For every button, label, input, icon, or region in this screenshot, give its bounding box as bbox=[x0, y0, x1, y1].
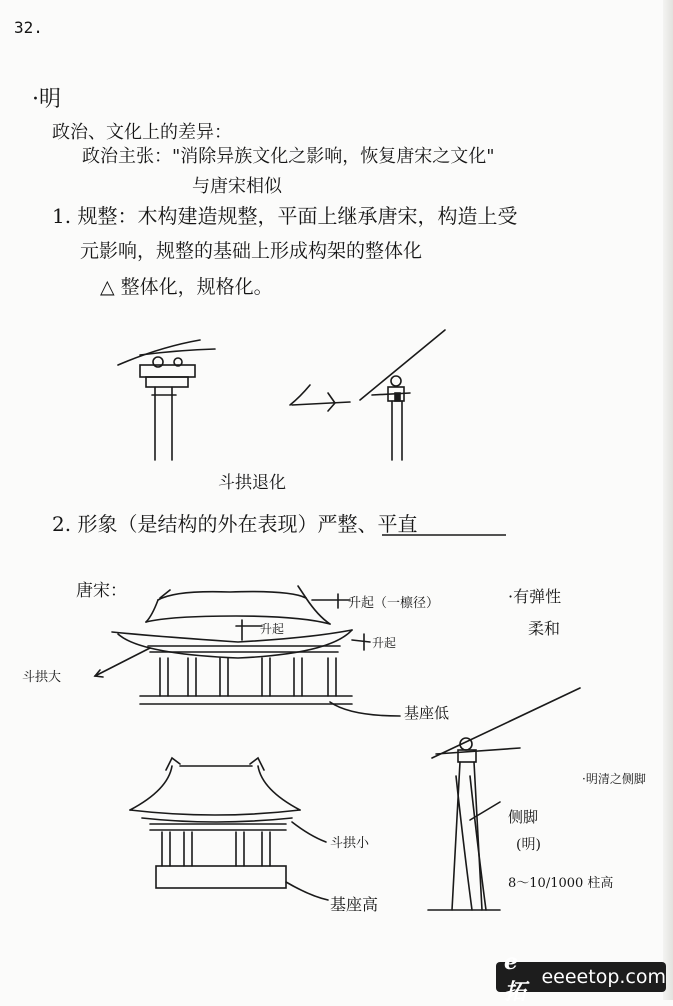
item-1-title: 1. 规整：木构建造规整，平面上继承唐宋，构造上受 bbox=[52, 204, 518, 228]
item-2-title: 2. 形象（是结构的外在表现）严整、平直 bbox=[52, 512, 418, 536]
item-1-note: △ 整体化，规格化。 bbox=[100, 276, 273, 298]
policy-line-1: 政治主张："消除异族文化之影响，恢复唐宋之文化" bbox=[82, 146, 495, 167]
section-heading: 政治、文化上的差异： bbox=[52, 122, 232, 143]
dynasty-heading: ·明 bbox=[32, 87, 61, 112]
watermark-logo bbox=[496, 948, 666, 1005]
dougong-small-label: 斗拱小 bbox=[330, 836, 370, 851]
sheng-qi-label-1: 升起（一檩径） bbox=[348, 596, 440, 611]
item-2-underline bbox=[380, 532, 510, 538]
elastic-note: ·有弹性 bbox=[508, 587, 562, 606]
sheng-qi-label-2: 升起 bbox=[260, 622, 285, 636]
figure-1-caption: 斗拱退化 bbox=[218, 473, 286, 493]
page-binding-edge bbox=[663, 0, 673, 1000]
base-low-label: 基座低 bbox=[404, 704, 450, 722]
sheng-qi-label-3: 升起 bbox=[372, 636, 397, 650]
item-1-continuation: 元影响，规整的基础上形成构架的整体化 bbox=[80, 240, 423, 262]
ce-jiao-label: 侧脚 bbox=[508, 808, 539, 826]
watermark-mark: e拓 bbox=[504, 948, 527, 1005]
dougong-large-label: 斗拱大 bbox=[22, 670, 62, 685]
watermark-text: eeeetop.com bbox=[541, 966, 666, 988]
page-number: 32. bbox=[14, 18, 43, 37]
dougong-degeneration-sketch bbox=[110, 325, 450, 465]
base-high-label: 基座高 bbox=[330, 895, 379, 914]
gentle-note: 柔和 bbox=[528, 619, 561, 638]
ming-qing-note: ·明清之侧脚 bbox=[582, 772, 646, 786]
ce-jiao-ming-label: (明) bbox=[516, 837, 541, 853]
ratio-label: 8～10/1000 柱高 bbox=[508, 876, 614, 891]
policy-line-2: 与唐宋相似 bbox=[192, 176, 282, 197]
tang-song-label: 唐宋： bbox=[76, 581, 127, 601]
